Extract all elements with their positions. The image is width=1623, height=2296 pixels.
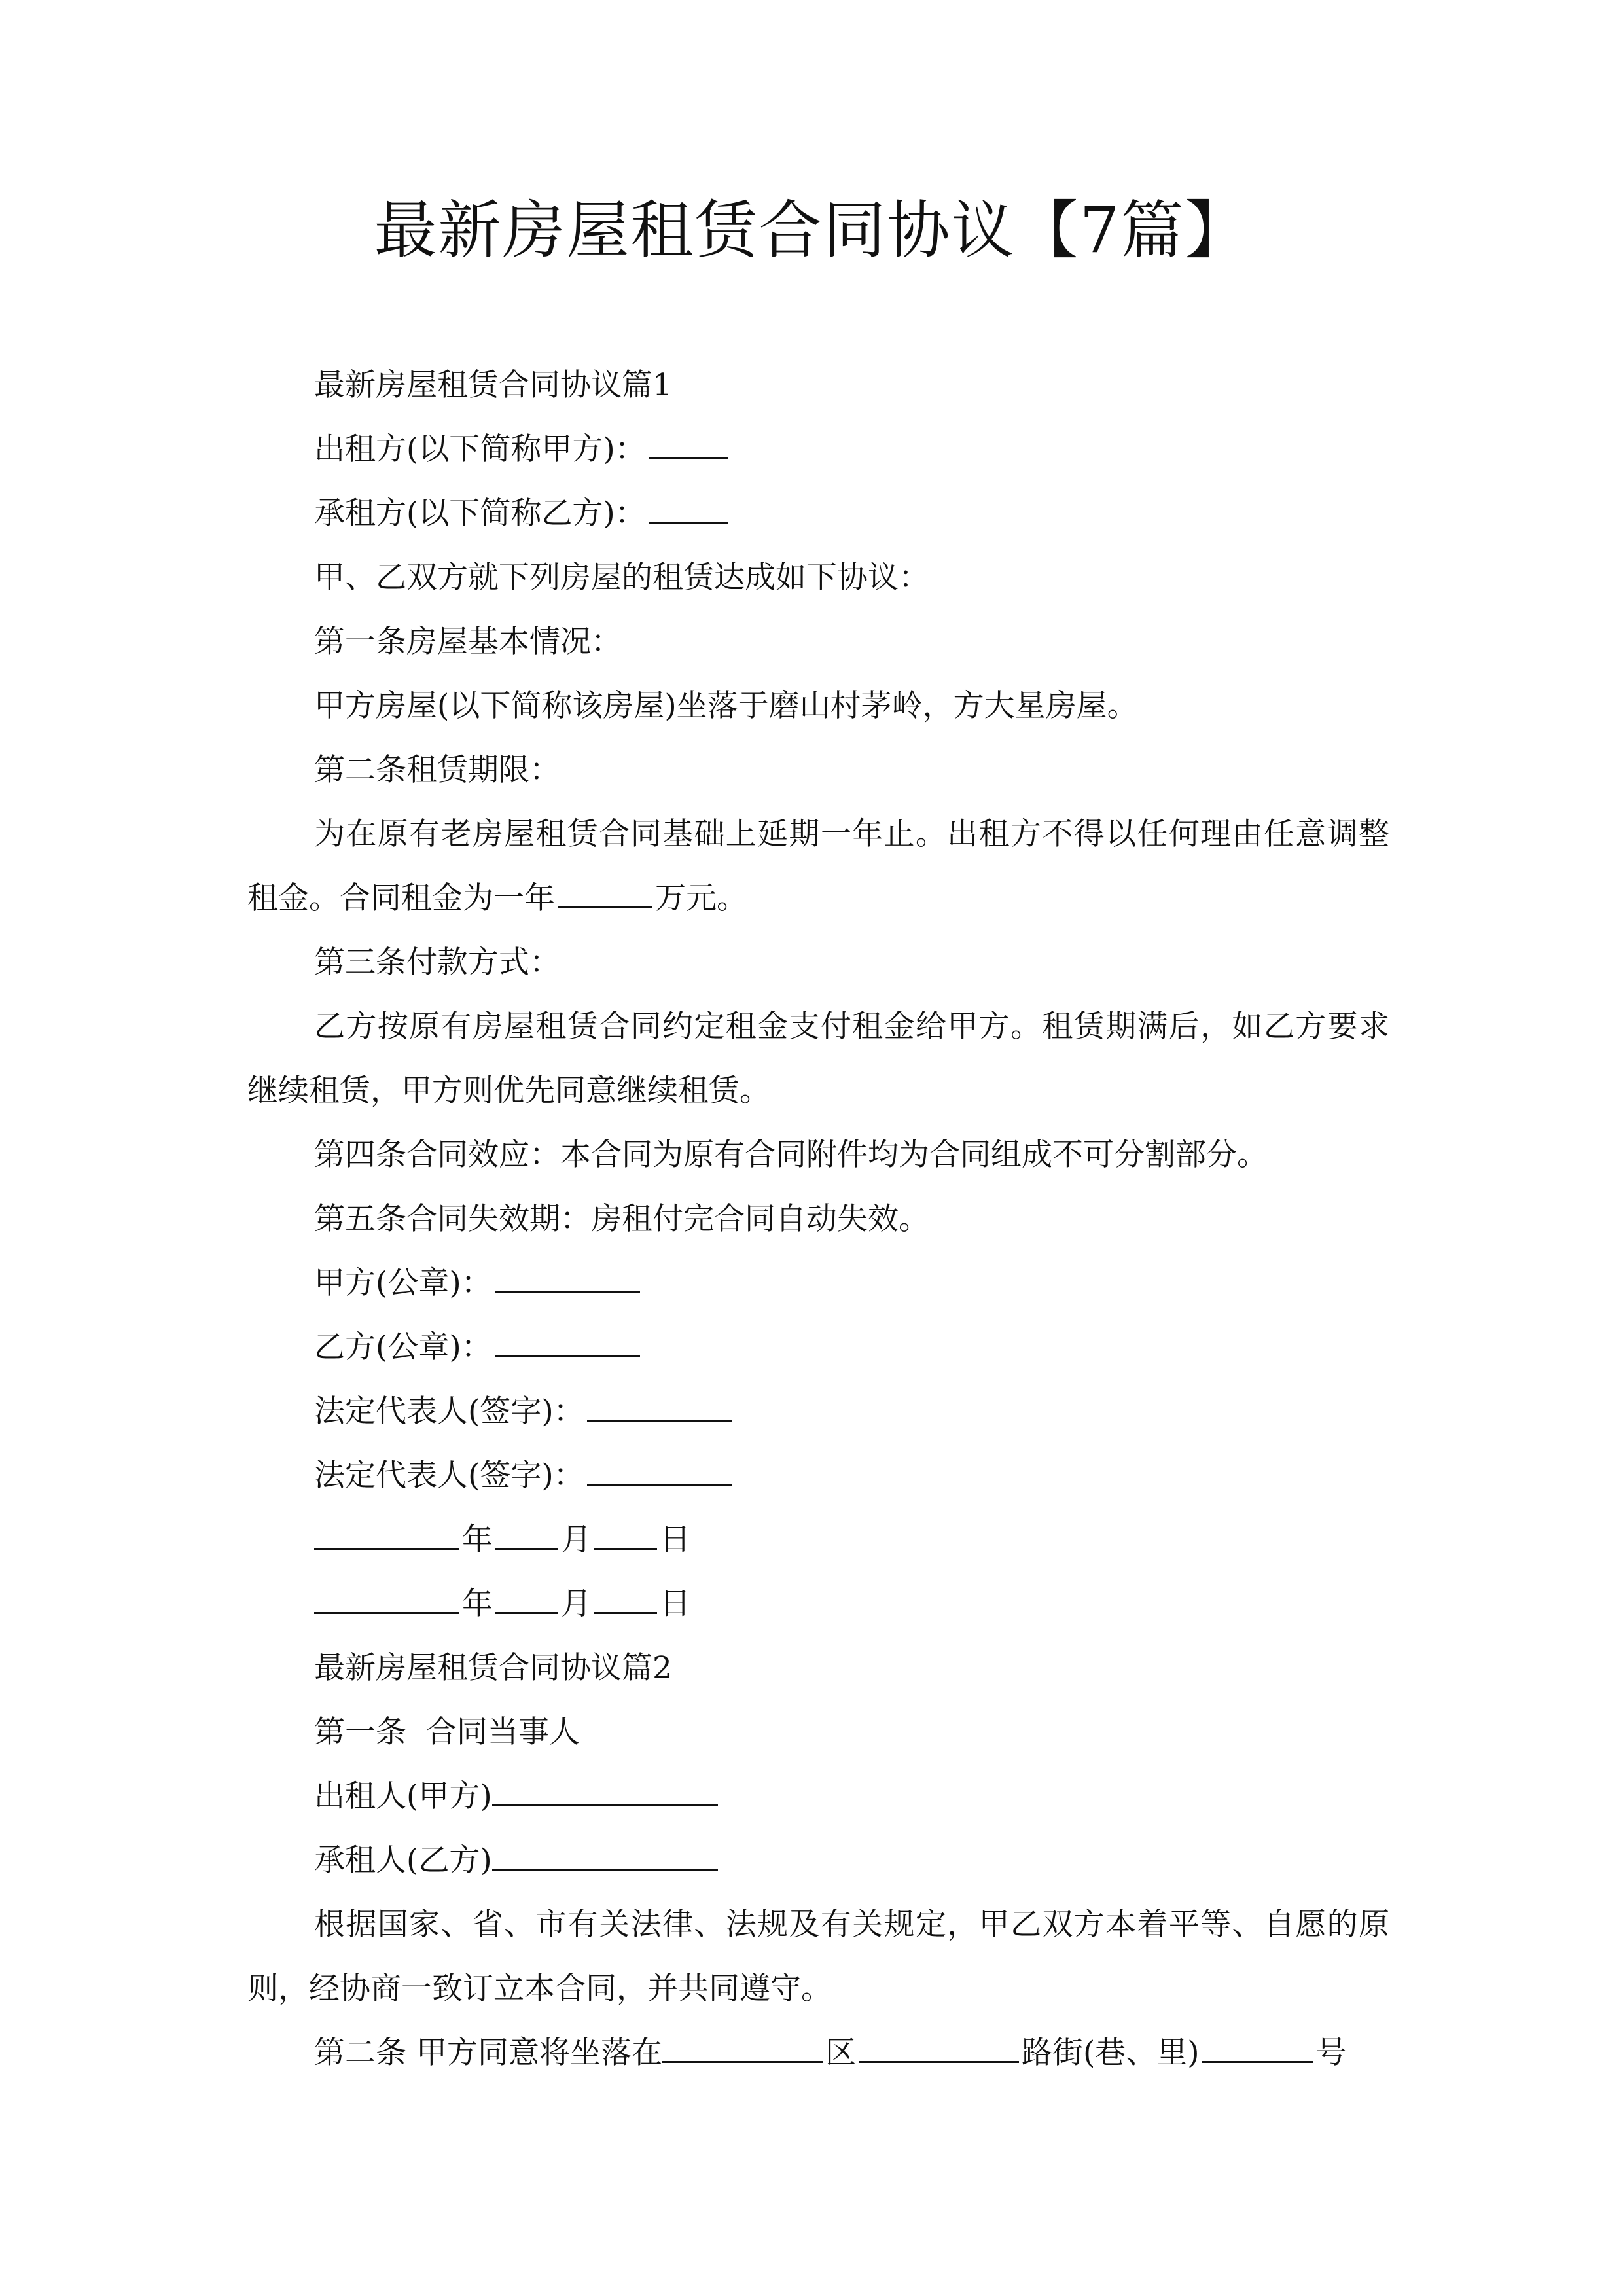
article-4: 第四条合同效应：本合同为原有合同附件均为合同组成不可分割部分。 — [314, 1137, 1268, 1173]
year-blank-2[interactable] — [314, 1583, 459, 1614]
party-a-seal-line — [247, 1251, 1389, 1316]
party-b-seal-label: 乙方(公章)： — [314, 1329, 492, 1365]
district-label: 区 — [825, 2035, 856, 2071]
document-title: 最新房屋租赁合同协议【7篇】 — [374, 194, 1249, 267]
s2-lessee-blank[interactable] — [492, 1840, 718, 1871]
party-b-seal-blank[interactable] — [495, 1327, 640, 1357]
rep-b-line — [247, 1444, 1389, 1508]
day-label-1: 日 — [660, 1522, 690, 1558]
district-blank[interactable] — [662, 2032, 823, 2063]
party-a-seal-label: 甲方(公章)： — [314, 1265, 492, 1301]
rent-amount-blank[interactable] — [558, 878, 652, 908]
month-label-1: 月 — [561, 1522, 592, 1558]
year-blank-1[interactable] — [314, 1519, 459, 1550]
rep-b-blank[interactable] — [587, 1455, 732, 1486]
year-label-1: 年 — [462, 1522, 493, 1558]
date-line-2 — [247, 1572, 1389, 1636]
lessee-line — [247, 482, 1389, 546]
s2-lessor-line — [247, 1765, 1389, 1829]
day-label-2: 日 — [660, 1586, 690, 1622]
month-blank-2[interactable] — [495, 1583, 558, 1614]
s2-lessee-label: 承租人(乙方) — [314, 1842, 492, 1878]
rent-unit: 万元。 — [655, 880, 747, 916]
article-3-title: 第三条付款方式： — [314, 944, 560, 980]
article-2-body — [247, 802, 1389, 931]
road-blank[interactable] — [859, 2032, 1019, 2063]
article-3-body: 乙方按原有房屋租赁合同约定租金支付租金给甲方。租赁期满后，如乙方要求继续租赁，甲方则优先同意继续租赁。 — [247, 1009, 1389, 1109]
s2-lessee-line — [247, 1829, 1389, 1893]
rep-b-label: 法定代表人(签字)： — [314, 1458, 584, 1494]
lessor-label: 出租方(以下简称甲方)： — [314, 431, 646, 467]
month-label-2: 月 — [561, 1586, 592, 1622]
lessor-blank[interactable] — [649, 429, 728, 459]
s2-preamble: 根据国家、省、市有关法律、法规及有关规定，甲乙双方本着平等、自愿的原则，经协商一致订立本合同，并共同遵守。 — [247, 1907, 1389, 2007]
party-a-seal-blank[interactable] — [495, 1263, 640, 1293]
date-line-1 — [247, 1508, 1389, 1572]
article-2-title: 第二条租赁期限： — [314, 752, 560, 788]
s2-article-2-prefix: 第二条 甲方同意将坐落在 — [314, 2035, 662, 2071]
section-heading-2: 最新房屋租赁合同协议篇2 — [314, 1650, 672, 1686]
year-label-2: 年 — [462, 1586, 493, 1622]
s2-article-1-title: 第一条 合同当事人 — [314, 1714, 580, 1750]
day-blank-2[interactable] — [594, 1583, 657, 1614]
rep-a-label: 法定代表人(签字)： — [314, 1393, 584, 1429]
rep-a-line — [247, 1380, 1389, 1444]
intro-line: 甲、乙双方就下列房屋的租赁达成如下协议： — [314, 560, 929, 596]
day-blank-1[interactable] — [594, 1519, 657, 1550]
article-1-body: 甲方房屋(以下简称该房屋)坐落于磨山村茅岭，方大星房屋。 — [314, 688, 1138, 724]
month-blank-1[interactable] — [495, 1519, 558, 1550]
party-b-seal-line — [247, 1316, 1389, 1380]
document-body — [247, 353, 1389, 2085]
s2-lessor-blank[interactable] — [492, 1776, 718, 1806]
lessor-line — [247, 418, 1389, 482]
section-heading-1: 最新房屋租赁合同协议篇1 — [314, 367, 672, 403]
road-label: 路街(巷、里) — [1021, 2035, 1200, 2071]
lessee-label: 承租方(以下简称乙方)： — [314, 495, 646, 531]
number-blank[interactable] — [1202, 2032, 1313, 2063]
rep-a-blank[interactable] — [587, 1391, 732, 1422]
s2-lessor-label: 出租人(甲方) — [314, 1778, 492, 1814]
number-label: 号 — [1315, 2035, 1347, 2071]
article-5: 第五条合同失效期：房租付完合同自动失效。 — [314, 1201, 929, 1237]
article-1-title: 第一条房屋基本情况： — [314, 624, 622, 660]
s2-article-2 — [247, 2021, 1389, 2085]
article-2-text: 为在原有老房屋租赁合同基础上延期一年止。出租方不得以任何理由任意调整租金。合同租金为一年 — [247, 816, 1389, 916]
lessee-blank[interactable] — [649, 493, 728, 524]
